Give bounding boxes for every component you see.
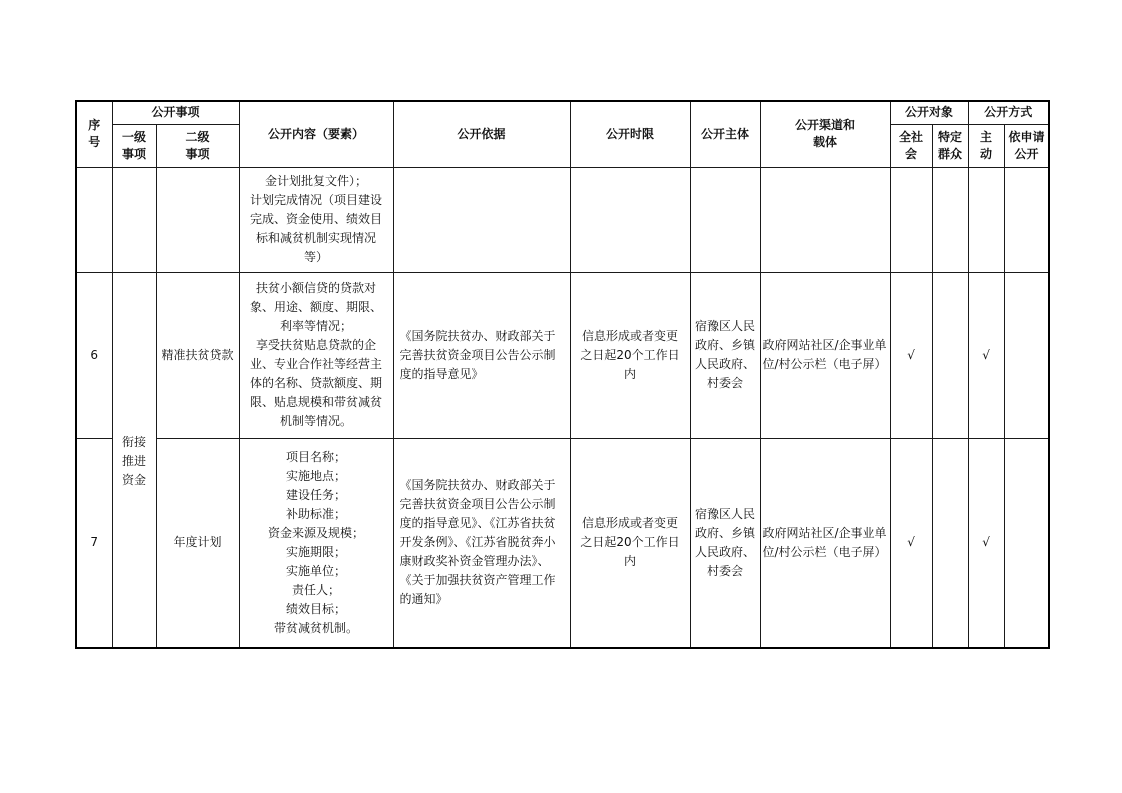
cell-channel: 政府网站社区/企事业单位/村公示栏（电子屏）	[760, 272, 890, 438]
cell-specific-group	[932, 438, 968, 648]
cell-seq: 6	[76, 272, 112, 438]
header-channel: 公开渠道和载体	[760, 101, 890, 167]
header-specific-group: 特定群众	[932, 124, 968, 167]
header-level1: 一级事项	[112, 124, 156, 167]
cell-subject	[690, 167, 760, 272]
header-active: 主动	[968, 124, 1004, 167]
cell-specific-group	[932, 272, 968, 438]
header-level2: 二级事项	[156, 124, 239, 167]
header-subject: 公开主体	[690, 101, 760, 167]
cell-time-limit: 信息形成或者变更之日起20个工作日内	[570, 438, 690, 648]
header-seq: 序号	[76, 101, 112, 167]
cell-content: 项目名称； 实施地点； 建设任务； 补助标准； 资金来源及规模； 实施期限； 实施单位； 责任人； 绩效目标； 带贫减贫机制。	[239, 438, 393, 648]
cell-seq	[76, 167, 112, 272]
table-row	[76, 272, 1049, 438]
header-basis: 公开依据	[393, 101, 570, 167]
cell-content: 扶贫小额信贷的贷款对象、用途、额度、期限、利率等情况； 享受扶贫贴息贷款的企业、专业合作社等经营主体的名称、贷款额度、期限、贴息规模和带贫减贫机制等情况。	[239, 272, 393, 438]
header-whole-society: 全社会	[890, 124, 932, 167]
cell-time-limit: 信息形成或者变更之日起20个工作日内	[570, 272, 690, 438]
cell-level2	[156, 167, 239, 272]
cell-content: 金计划批复文件）； 计划完成情况（项目建设完成、资金使用、绩效目标和减贫机制实现情况等）	[239, 167, 393, 272]
header-method-group: 公开方式	[968, 101, 1049, 124]
header-on-request: 依申请公开	[1004, 124, 1049, 167]
cell-time-limit	[570, 167, 690, 272]
cell-seq: 7	[76, 438, 112, 648]
cell-whole-society	[890, 167, 932, 272]
cell-basis	[393, 167, 570, 272]
cell-specific-group	[932, 167, 968, 272]
header-row-1	[76, 101, 1049, 124]
cell-channel	[760, 167, 890, 272]
cell-whole-society: √	[890, 438, 932, 648]
header-time-limit: 公开时限	[570, 101, 690, 167]
cell-active: √	[968, 438, 1004, 648]
cell-on-request	[1004, 272, 1049, 438]
cell-active: √	[968, 272, 1004, 438]
cell-on-request	[1004, 167, 1049, 272]
cell-level2: 年度计划	[156, 438, 239, 648]
cell-basis: 《国务院扶贫办、财政部关于完善扶贫资金项目公告公示制度的指导意见》	[393, 272, 570, 438]
header-items-group: 公开事项	[112, 101, 239, 124]
header-content: 公开内容（要素）	[239, 101, 393, 167]
cell-level1-merged: 衔接推进资金	[112, 272, 156, 648]
cell-level2: 精准扶贫贷款	[156, 272, 239, 438]
header-audience-group: 公开对象	[890, 101, 968, 124]
disclosure-table	[75, 100, 1050, 649]
cell-level1-empty	[112, 167, 156, 272]
cell-whole-society: √	[890, 272, 932, 438]
cell-active	[968, 167, 1004, 272]
cell-on-request	[1004, 438, 1049, 648]
cell-basis: 《国务院扶贫办、财政部关于完善扶贫资金项目公告公示制度的指导意见》、《江苏省扶贫开发条例》、《江苏省脱贫奔小康财政奖补资金管理办法》、《关于加强扶贫资产管理工作的通知》	[393, 438, 570, 648]
table-row	[76, 167, 1049, 272]
cell-channel: 政府网站社区/企事业单位/村公示栏（电子屏）	[760, 438, 890, 648]
table-row	[76, 438, 1049, 648]
cell-subject: 宿豫区人民政府、乡镇人民政府、村委会	[690, 272, 760, 438]
cell-subject: 宿豫区人民政府、乡镇人民政府、村委会	[690, 438, 760, 648]
